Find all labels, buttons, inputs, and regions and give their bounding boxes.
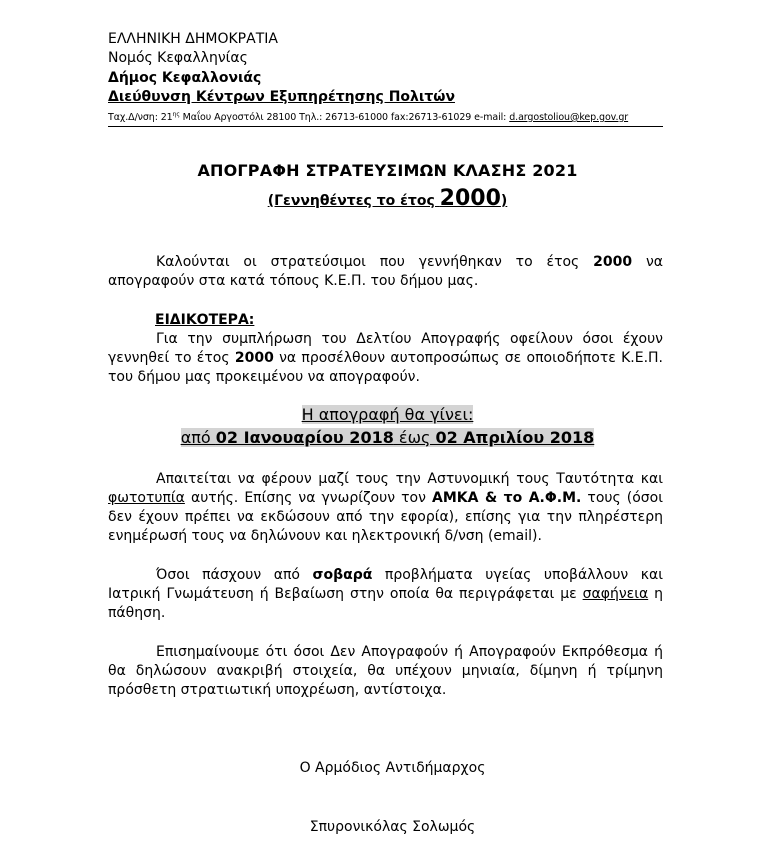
notice-line-3: πρόσθετη στρατιωτική υποχρέωση, αντίστοιχα. [108,682,447,698]
requirements-paragraph [108,470,663,546]
signature-role: Ο Αρμόδιος Αντιδήμαρχος [299,760,486,776]
specifically-heading: ΕΙΔΙΚΟΤΕΡΑ: [155,312,255,328]
health-line-3: πάθηση. [108,605,166,621]
specifically-year: 2000 [234,350,274,366]
contact-email-link[interactable]: d.argostoliou@kep.gov.gr [509,112,629,124]
intro-paragraph [108,253,663,291]
contact-superscript: ης [172,111,180,118]
header-country: ΕΛΛΗΝΙΚΗ ΔΗΜΟΚΡΑΤΙΑ [108,31,278,47]
notice-paragraph [108,643,663,700]
requirements-photocopy: φωτοτυπία [108,490,185,506]
health-line-1a: Όσοι πάσχουν από [156,567,313,583]
contact-details: Μαΐου Αργοστόλι 28100 Τηλ.: 26713-61000 fax:26713-61029 e-mail: [179,112,510,124]
header-contact-line [108,108,663,127]
specifically-line-3: του δήμου μας προκειμένου να απογραφούν. [108,369,420,385]
requirements-line-2b: αυτής. Επίσης να γνωρίζουν τον [184,490,432,506]
health-paragraph [108,566,663,623]
intro-year: 2000 [593,254,633,270]
start-date: 02 Ιανουαρίου 2018 [215,428,394,447]
registration-heading [0,404,775,426]
intro-text-end: να [632,254,663,270]
subtitle-text: (Γεννηθέντες το έτος [267,193,440,209]
health-line-1c: προβλήματα υγείας υποβάλλουν και [372,567,664,583]
specifically-line-2a: γεννηθεί το έτος [108,350,235,366]
health-line-2a: Ιατρική Γνωμάτευση ή Βεβαίωση στην οποία θα περιγράφεται με [108,586,583,602]
requirements-line-4: ενημέρωσή τους να δηλώνουν και ηλεκτρονική δ/νση (email). [108,528,542,544]
header-prefecture: Νομός Κεφαλληνίας [108,50,248,66]
health-clarity: σαφήνεια [582,586,649,602]
signature-name: Σπυρονικόλας Σολωμός [309,819,476,835]
requirements-line-3: δεν έχουν πρέπει να εκδώσουν από την εφορία), επίσης για την πληρέστερη [108,509,663,525]
health-serious: σοβαρά [312,567,373,583]
header-directorate: Διεύθυνση Κέντρων Εξυπηρέτησης Πολιτών [108,89,455,105]
registration-dates [0,427,775,449]
registration-dates-text [181,428,595,447]
end-date: 02 Απριλίου 2018 [435,428,595,447]
intro-text: Καλούνται οι στρατεύσιμοι που γεννήθηκαν το έτος [156,254,594,270]
requirements-amka-afm: ΑΜΚΑ & το Α.Φ.Μ. [432,490,582,506]
notice-line-1: Επισημαίνουμε ότι όσοι Δεν Απογραφούν ή Απογραφούν Εκπρόθεσμα ή [156,644,663,660]
specifically-paragraph [108,330,663,387]
subtitle-close: ) [500,193,508,209]
header-municipality: Δήμος Κεφαλλονιάς [108,70,262,86]
contact-address-prefix: Ταχ.Δ/νση: 21 [108,112,173,124]
requirements-line-1: Απαιτείται να φέρουν μαζί τους την Αστυνομική τους Ταυτότητα και [156,471,663,487]
health-line-2c: η [648,586,663,602]
document-title: ΑΠΟΓΡΑΦΗ ΣΤΡΑΤΕΥΣΙΜΩΝ ΚΛΑΣΗΣ 2021 [197,161,578,180]
notice-line-2: θα δηλώσουν ανακριβή στοιχεία, θα υπέχουν μηνιαία, δίμηνη ή τρίμηνη [108,663,663,679]
registration-heading-text: Η απογραφή θα γίνει: [301,405,474,424]
specifically-line-2c: να προσέλθουν αυτοπροσώπως σε οποιοδήποτε Κ.Ε.Π. [273,350,663,366]
requirements-line-2d: τους (όσοι [581,490,663,506]
specifically-line-1: Για την συμπλήρωση του Δελτίου Απογραφής οφείλουν όσοι έχουν [156,331,663,347]
dates-to: έως [393,428,436,447]
subtitle-year: 2000 [439,186,501,211]
document-subtitle [0,185,775,215]
dates-from: από [180,428,216,447]
intro-line-2: απογραφούν στα κατά τόπους Κ.Ε.Π. του δήμου μας. [108,273,479,289]
